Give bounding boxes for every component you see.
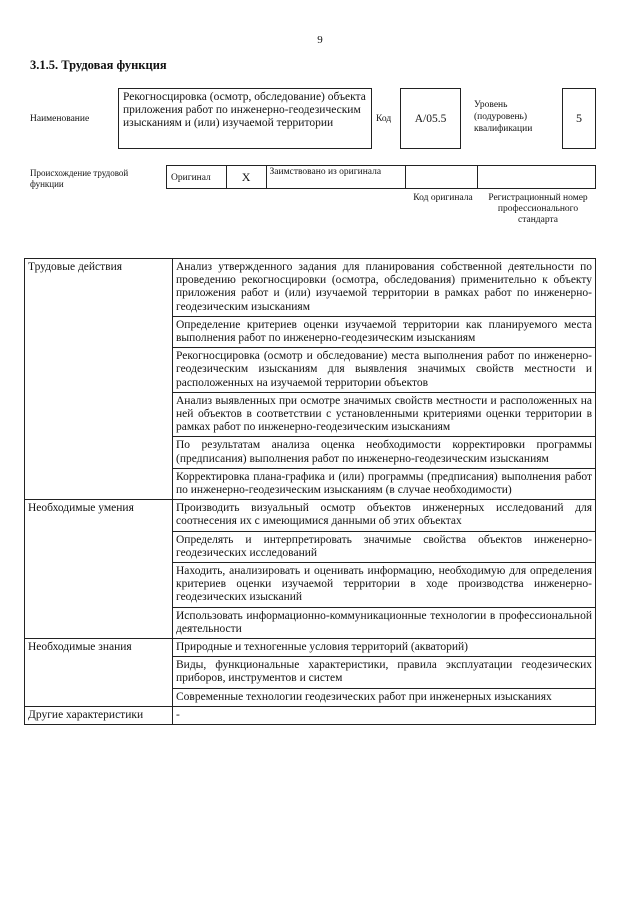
page-number: 9 — [317, 34, 323, 46]
level-label: Уровень (подуровень) квалификации — [474, 100, 533, 134]
row-text: По результатам анализа оценка необходимости корректировки программы (предписания) выполнения работ по инженерно-геодезическим изысканиям — [173, 437, 596, 468]
row-text: Рекогносцировка (осмотр и обследование) места выполнения работ по инженерно-геодезическим изысканиям для выявления значимых свойств местности и расположенных на изучаемой территории объектов — [173, 348, 596, 393]
row-category — [25, 468, 173, 499]
function-details-table — [24, 258, 596, 725]
row-category: Другие характеристики — [25, 706, 173, 724]
code-label: Код — [376, 114, 392, 124]
table-row — [25, 657, 596, 688]
function-name-box: Рекогносцировка (осмотр, обследование) объекта приложения работ по инженерно-геодезическим изысканиям и (или) изучаемой территории — [118, 88, 372, 149]
level-value-box: 5 — [562, 88, 596, 149]
row-category: Трудовые действия — [25, 259, 173, 317]
row-text: Находить, анализировать и оценивать информацию, необходимую для определения критериев оценки изучаемой территории в ходе производства инженерно-геодезических изысканий — [173, 563, 596, 608]
row-text: Определять и интерпретировать значимые свойства объектов инженерно-геодезических исследований — [173, 531, 596, 562]
table-row — [25, 348, 596, 393]
table-row — [25, 639, 596, 657]
original-label: Оригинал — [167, 166, 227, 188]
row-text: Производить визуальный осмотр объектов инженерных исследований для соотнесения их с имеющимися данными об этих объектах — [173, 500, 596, 531]
origin-label: Происхождение трудовой функции — [30, 168, 129, 189]
row-category — [25, 607, 173, 638]
row-text: Виды, функциональные характеристики, правила эксплуатации геодезических приборов, инструментов и систем — [173, 657, 596, 688]
origin-row — [166, 165, 596, 189]
table-row — [25, 392, 596, 437]
row-category — [25, 688, 173, 706]
table-row — [25, 531, 596, 562]
table-row — [25, 706, 596, 724]
table-row — [25, 688, 596, 706]
table-row — [25, 437, 596, 468]
section-title: 3.1.5. Трудовая функция — [30, 58, 167, 72]
table-row — [25, 563, 596, 608]
table-row — [25, 316, 596, 347]
row-text: - — [173, 706, 596, 724]
row-text: Анализ выявленных при осмотре значимых свойств местности и расположенных на ней объектов в соответствии с установленными критериями оценки территории в рамках работ по инженерно-геодезическим изысканиям — [173, 392, 596, 437]
caption-registration-number: Регистрационный номер профессионального стандарта — [488, 193, 588, 225]
table-row — [25, 607, 596, 638]
code-value-box: А/05.5 — [400, 88, 461, 149]
row-category — [25, 437, 173, 468]
row-text: Природные и техногенные условия территорий (акваторий) — [173, 639, 596, 657]
row-category — [25, 392, 173, 437]
row-text: Использовать информационно-коммуникационные технологии в профессиональной деятельности — [173, 607, 596, 638]
registration-number-cell — [478, 166, 595, 188]
name-label: Наименование — [30, 114, 90, 124]
table-row — [25, 259, 596, 317]
row-category — [25, 348, 173, 393]
table-row — [25, 468, 596, 499]
table-row — [25, 500, 596, 531]
row-category: Необходимые знания — [25, 639, 173, 657]
row-text: Анализ утвержденного задания для планирования собственной деятельности по проведению рекогносцировки (осмотра, обследования) применительно к объекту приложения работ и (или) изучаемой территории в рамках работ по инженерно-геодезическим изысканиям — [173, 259, 596, 317]
row-category — [25, 563, 173, 608]
caption-original-code: Код оригинала — [413, 193, 473, 203]
row-text: Определение критериев оценки изучаемой территории как планируемого места выполнения работ по инженерно-геодезическим изысканиям — [173, 316, 596, 347]
row-category — [25, 657, 173, 688]
row-text: Корректировка плана-графика и (или) программы (предписания) выполнения работ по инженерно-геодезическим изысканиям (в случае необходимости) — [173, 468, 596, 499]
borrowed-label: Заимствовано из оригинала — [267, 166, 406, 188]
original-code-cell — [406, 166, 478, 188]
row-category — [25, 316, 173, 347]
row-text: Современные технологии геодезических работ при инженерных изысканиях — [173, 688, 596, 706]
row-category: Необходимые умения — [25, 500, 173, 531]
original-mark: X — [227, 166, 267, 188]
row-category — [25, 531, 173, 562]
